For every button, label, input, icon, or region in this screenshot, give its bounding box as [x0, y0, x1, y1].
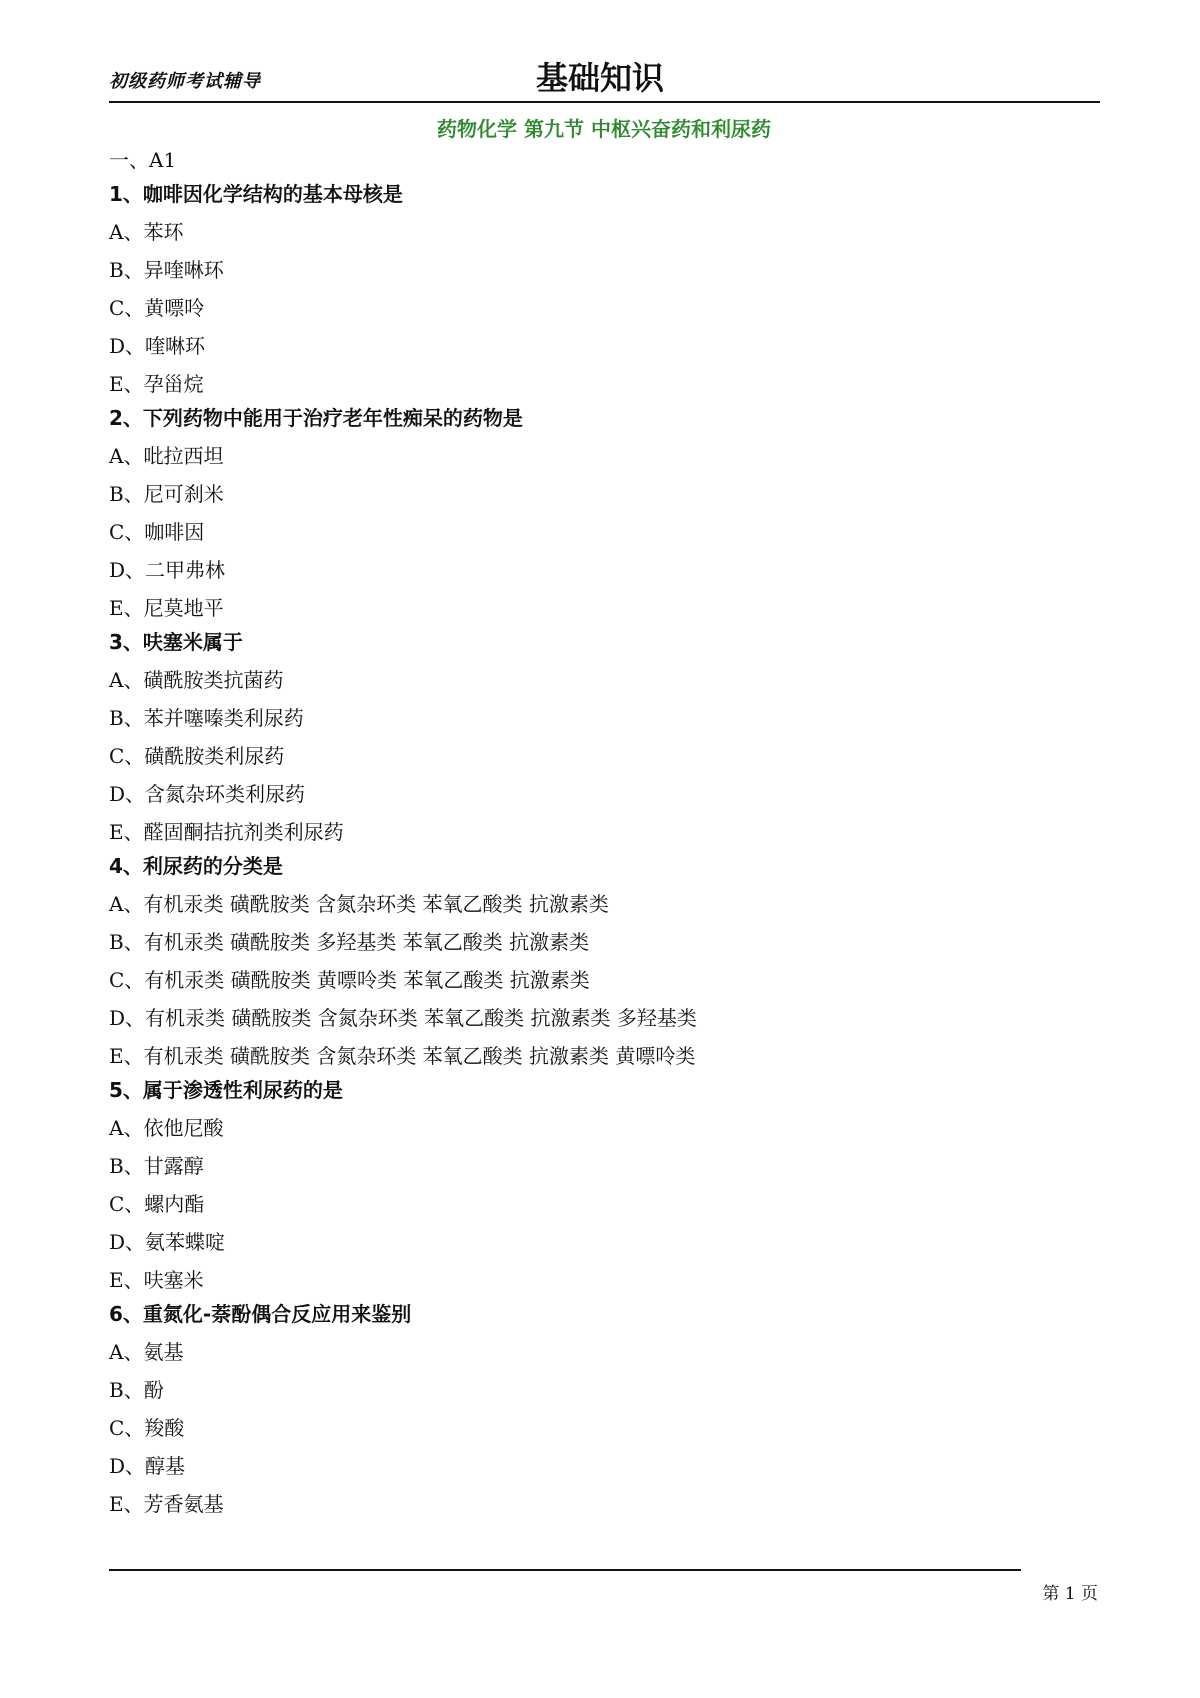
answer-option: E、尼莫地平: [109, 596, 224, 620]
answer-option: C、磺酰胺类利尿药: [109, 744, 285, 768]
answer-option: D、含氮杂环类利尿药: [109, 782, 306, 806]
answer-option: B、异喹啉环: [109, 258, 224, 282]
answer-option: E、孕甾烷: [109, 372, 204, 396]
answer-option: E、呋塞米: [109, 1268, 204, 1292]
answer-option: C、黄嘌呤: [109, 296, 205, 320]
header-course-name: 初级药师考试辅导: [109, 71, 261, 92]
question-stem: 4、利尿药的分类是: [109, 854, 283, 878]
footer-divider: [109, 1569, 1021, 1571]
answer-option: A、磺酰胺类抗菌药: [109, 668, 284, 692]
chapter-title: 药物化学 第九节 中枢兴奋药和利尿药: [437, 117, 771, 141]
question-stem: 3、呋塞米属于: [109, 630, 243, 654]
answer-option: A、吡拉西坦: [109, 444, 224, 468]
answer-option: D、氨苯蝶啶: [109, 1230, 226, 1254]
answer-option: B、尼可刹米: [109, 482, 224, 506]
section-heading: 一、A1: [109, 148, 177, 172]
answer-option: E、芳香氨基: [109, 1492, 224, 1516]
answer-option: A、氨基: [109, 1340, 184, 1364]
page-number: 第 1 页: [1042, 1584, 1098, 1604]
answer-option: D、有机汞类 磺酰胺类 含氮杂环类 苯氧乙酸类 抗激素类 多羟基类: [109, 1006, 697, 1030]
question-stem: 1、咖啡因化学结构的基本母核是: [109, 182, 403, 206]
answer-option: C、咖啡因: [109, 520, 205, 544]
answer-option: C、有机汞类 磺酰胺类 黄嘌呤类 苯氧乙酸类 抗激素类: [109, 968, 590, 992]
answer-option: D、醇基: [109, 1454, 186, 1478]
answer-option: A、依他尼酸: [109, 1116, 224, 1140]
answer-option: A、有机汞类 磺酰胺类 含氮杂环类 苯氧乙酸类 抗激素类: [109, 892, 609, 916]
answer-option: A、苯环: [109, 220, 184, 244]
header-divider: [109, 101, 1100, 103]
answer-option: B、酚: [109, 1378, 164, 1402]
question-stem: 2、下列药物中能用于治疗老年性痴呆的药物是: [109, 406, 523, 430]
question-stem: 6、重氮化-萘酚偶合反应用来鉴别: [109, 1302, 412, 1326]
answer-option: C、螺内酯: [109, 1192, 205, 1216]
answer-option: E、醛固酮拮抗剂类利尿药: [109, 820, 344, 844]
answer-option: D、二甲弗林: [109, 558, 226, 582]
question-list: [109, 141, 1109, 1523]
answer-option: B、有机汞类 磺酰胺类 多羟基类 苯氧乙酸类 抗激素类: [109, 930, 590, 954]
answer-option: B、甘露醇: [109, 1154, 204, 1178]
header-subject-title: 基础知识: [535, 59, 664, 97]
answer-option: E、有机汞类 磺酰胺类 含氮杂环类 苯氧乙酸类 抗激素类 黄嘌呤类: [109, 1044, 696, 1068]
answer-option: D、喹啉环: [109, 334, 206, 358]
answer-option: B、苯并噻嗪类利尿药: [109, 706, 304, 730]
answer-option: C、羧酸: [109, 1416, 185, 1440]
question-stem: 5、属于渗透性利尿药的是: [109, 1078, 343, 1102]
